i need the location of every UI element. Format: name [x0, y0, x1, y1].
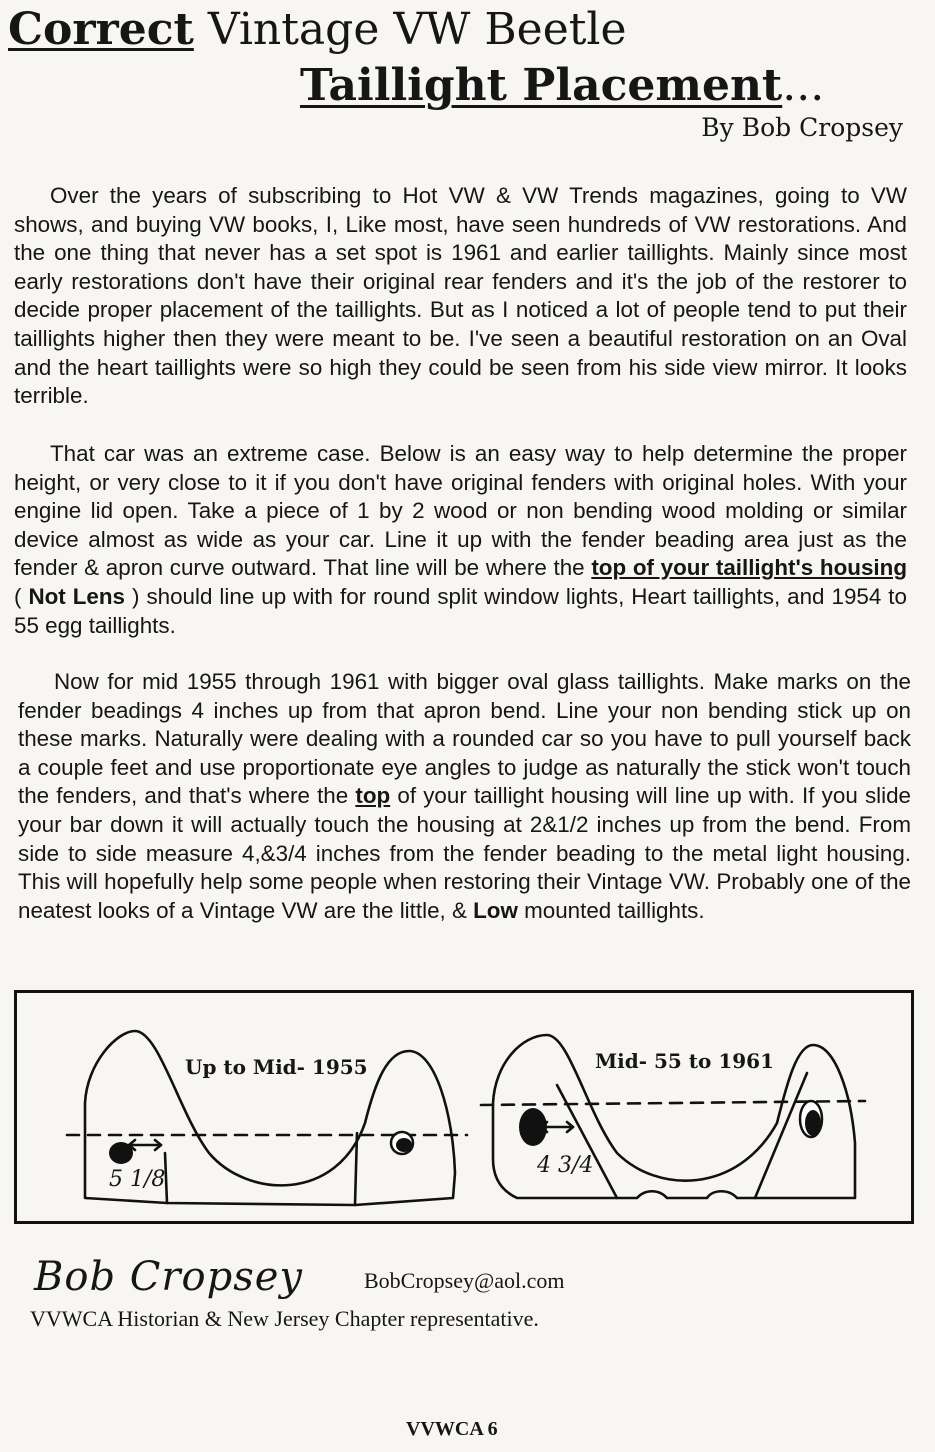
paragraph-2 — [14, 440, 907, 640]
paragraph-3-text-b: of your taillight housing will line up with. If you slide your bar down it will actually touch the housing at 2&1/2 inches up from the bend. From side to side measure 4,&3/4 inches from the fender beading to the metal light housing. This will hopefully help some people when restoring their Vintage VW. Probably one of the neatest looks of a Vintage VW are the little, & — [18, 783, 912, 923]
author-email: BobCropsey@aol.com — [364, 1268, 565, 1293]
title-line-2 — [300, 60, 824, 112]
paragraph-2-text-a: That car was an extreme case. Below is an easy way to help determine the proper height, or very close to it if you don't have original fenders with original holes. With your engine lid open. Take a piece of 1 by 2 wood or non bending wood molding or similar device almost as wide as your car. Line it up with the fender beading area just as the fender & apron curve outward. That line will be where the — [14, 441, 907, 581]
taillight-diagram — [14, 990, 914, 1224]
right-beading-right — [755, 1073, 807, 1198]
left-taillight-2 — [396, 1138, 412, 1152]
right-diagram-label: Mid- 55 to 1961 — [595, 1049, 774, 1073]
paragraph-1: Over the years of subscribing to Hot VW & VW Trends magazines, going to VW shows, and buying VW books, I, Like most, have seen hundreds of VW restorations. And the one thing that never has a set spot is 1961 and earlier taillights. Mainly since most early restorations don't have their original rear fenders and it's the job of the restorer to decide proper placement of the taillights. But as I noticed a lot of people tend to put their taillights higher then they were meant to be. I've seen a beautiful restoration on an Oval and the heart taillights were so high they could be seen from his side view mirror. It looks terrible. — [14, 183, 907, 409]
right-taillight-2 — [805, 1110, 821, 1136]
paragraph-3 — [18, 668, 911, 925]
right-taillight-1 — [519, 1108, 547, 1146]
left-diagram-label: Up to Mid- 1955 — [185, 1055, 368, 1079]
paragraph-3-text-c: mounted taillights. — [517, 897, 705, 923]
paragraph-2-text-c: ) should line up with for round split window lights, Heart taillights, and 1954 to 55 egg taillights. — [14, 583, 907, 638]
title-line-1-rest: Vintage VW Beetle — [193, 4, 627, 55]
paragraph-2-text-b: ( — [14, 583, 29, 609]
emphasis-low: Low — [473, 897, 518, 923]
emphasis-top-of-housing: top of your taillight's housing — [591, 555, 907, 581]
title-ellipsis: ... — [782, 60, 825, 111]
title-line-1 — [8, 4, 928, 56]
title-taillight-placement: Taillight Placement — [300, 60, 783, 111]
emphasis-top: top — [355, 783, 391, 809]
left-taillight-1 — [109, 1142, 133, 1164]
title-word-correct: Correct — [8, 4, 194, 55]
paragraph-3-text-a: Now for mid 1955 through 1961 with bigger oval glass taillights. Make marks on the fender beadings 4 inches up from that apron bend. Line your non bending stick up on these marks. Naturally were dealing with a rounded car so you have to pull yourself back a couple feet and use proportionate eye angles to judge as naturally the stick won't touch the fenders, and that's where the — [18, 669, 911, 809]
byline: By Bob Cropsey — [701, 113, 903, 142]
page-footer: VVWCA 6 — [406, 1418, 498, 1440]
left-measure-label: 5 1/8 — [109, 1167, 166, 1192]
emphasis-not-lens: Not Lens — [28, 583, 126, 609]
signature: Bob Cropsey — [34, 1254, 304, 1300]
right-measure-label: 4 3/4 — [537, 1153, 594, 1178]
author-role: VVWCA Historian & New Jersey Chapter representative. — [30, 1306, 539, 1331]
